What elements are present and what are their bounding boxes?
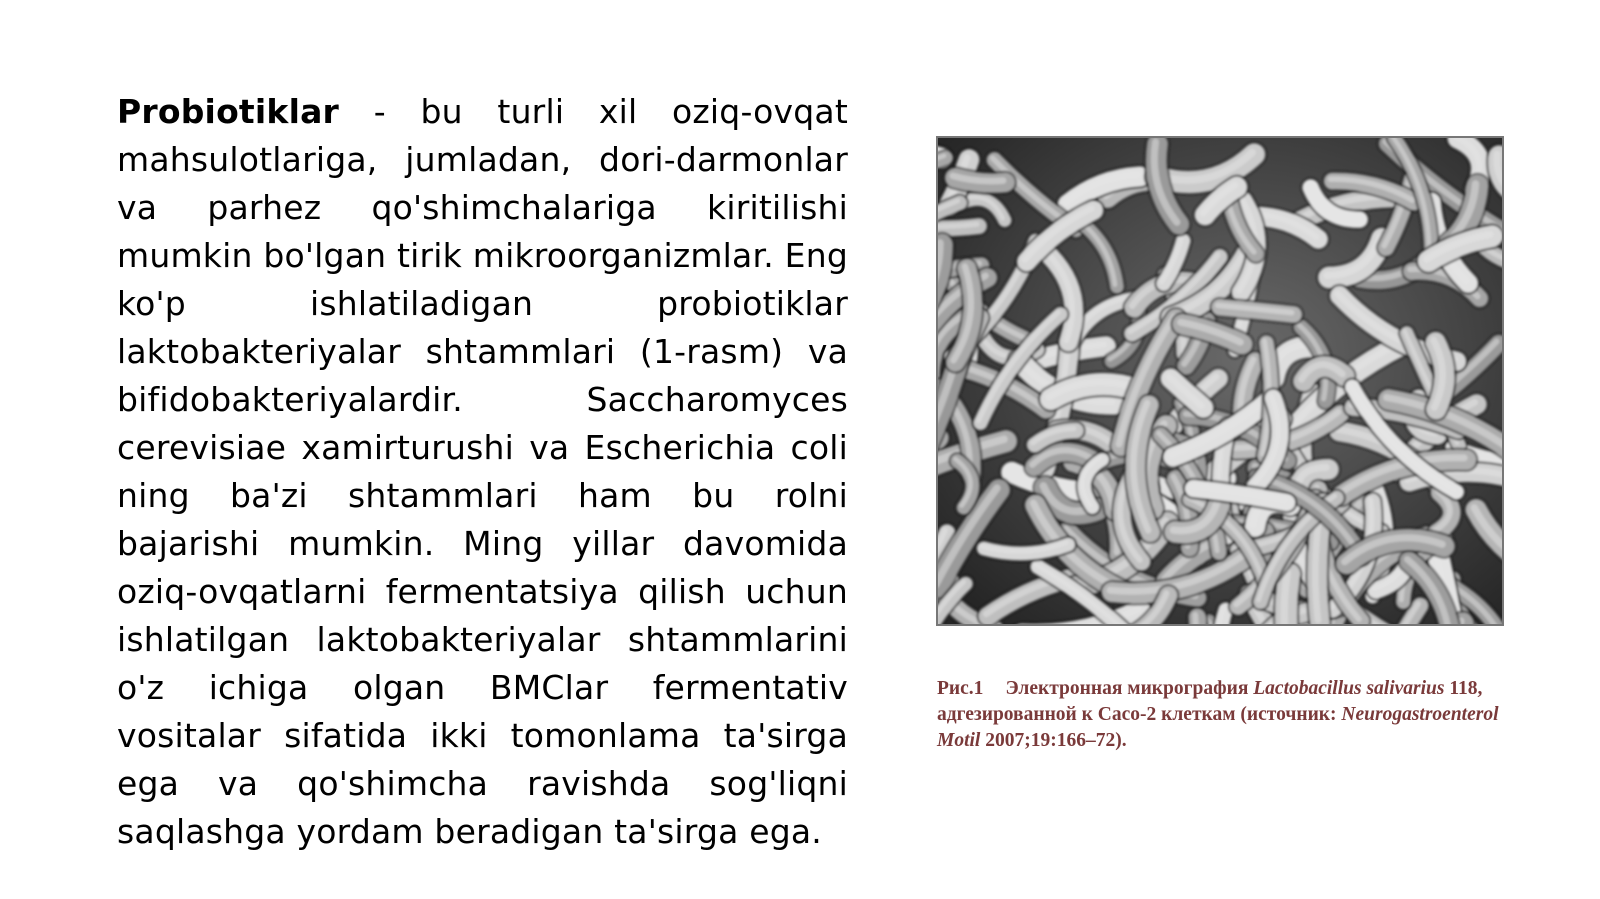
caption-part-1: Электронная микрография [1005, 678, 1254, 699]
body-paragraph [117, 88, 848, 856]
paragraph-text: - bu turli xil oziq-ovqat mahsulotlariga, jumladan, dori-darmonlar va parhez qo'shimchalariga kiritilishi mumkin bo'lgan tirik mikroorganizmlar. Eng ko'p ishlatiladigan probiotiklar laktobakteriyalar shtammlari (1-rasm) va bifidobakteriyalardir. Saccharomyces cerevisiae xamirturushi va Escherichia coli ning ba'zi shtammlari ham bu rolni bajarishi mumkin. Ming yillar davomida oziq-ovqatlarni fermentatsiya qilish uchun ishlatilgan laktobakteriyalar shtammlarini o'z ichiga olgan BMClar fermentativ vositalar sifatida ikki tomonlama ta'sirga ega va qo'shimcha ravishda sog'liqni saqlashga yordam beradigan ta'sirga ega. [117, 92, 848, 851]
caption-part-3: 2007;19:166–72). [980, 730, 1127, 751]
micrograph-image [938, 138, 1502, 624]
term-probiotiklar: Probiotiklar [117, 92, 340, 131]
micrograph-figure [936, 136, 1504, 626]
caption-figure-number: Рис.1 [937, 678, 984, 699]
figure-caption [937, 676, 1537, 754]
caption-part-2: 118, адгезированной к Caco-2 клеткам (источник: [937, 678, 1483, 725]
caption-journal: Neurogastroenterol Motil [937, 704, 1499, 751]
caption-species: Lactobacillus salivarius [1253, 678, 1445, 699]
